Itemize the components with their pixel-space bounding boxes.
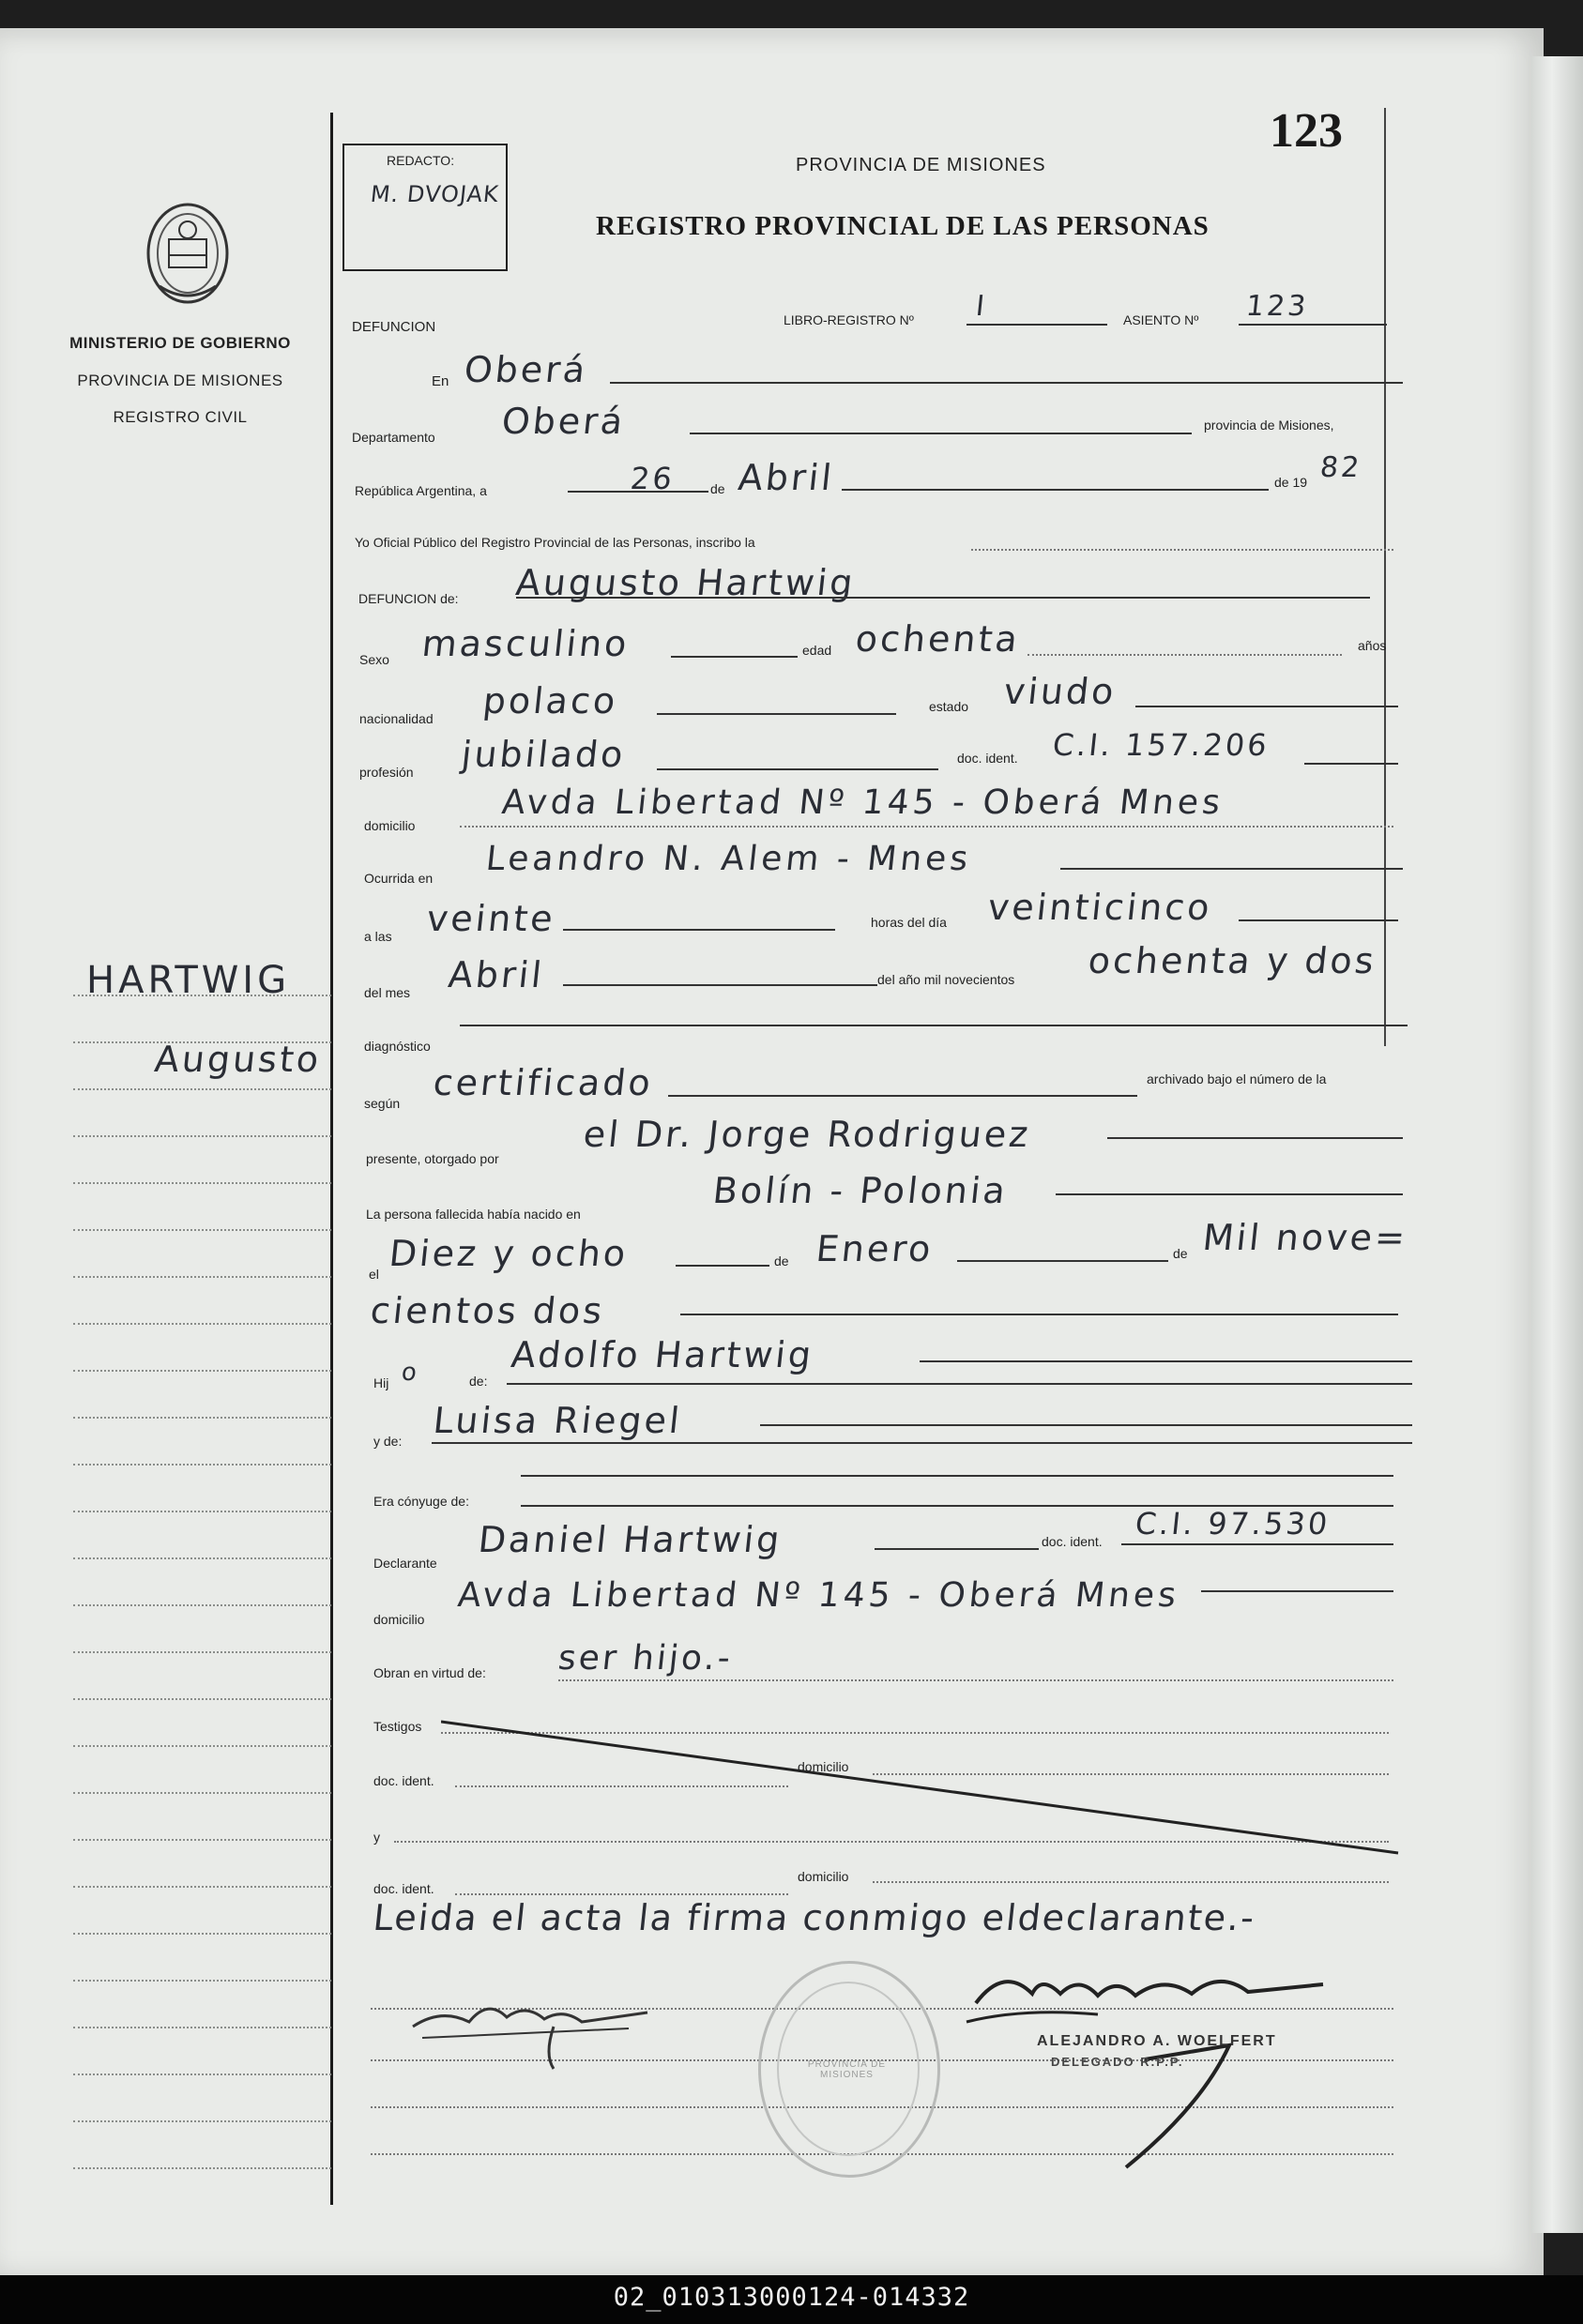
testigos-strike-line — [441, 1717, 1408, 1858]
hora-value: veinte — [424, 898, 558, 939]
profesion-value: jubilado — [459, 734, 628, 775]
ministry-name: MINISTERIO DE GOBIERNO — [69, 334, 291, 352]
ministry-registry: REGISTRO CIVIL — [113, 408, 248, 426]
estado-value: viudo — [1001, 671, 1119, 712]
fecha-de-label: de — [710, 481, 725, 496]
fecha-de19-label: de 19 — [1274, 475, 1308, 490]
right-margin-rule — [1384, 108, 1386, 1046]
decl-doc-value: C.I. 97.530 — [1134, 1506, 1332, 1542]
delano-label: del año mil novecientos — [877, 972, 1015, 987]
testigo2-domicilio-label: domicilio — [798, 1869, 849, 1884]
declarante-label: Declarante — [373, 1556, 437, 1571]
nac-de-label: de — [774, 1253, 789, 1268]
seal-text: PROVINCIA DE MISIONES — [807, 2059, 887, 2080]
margin-surname: HARTWIG — [86, 959, 291, 1002]
decl-domicilio-label: domicilio — [373, 1612, 425, 1627]
testigos-label: Testigos — [373, 1719, 422, 1734]
page-number: 123 — [1270, 104, 1343, 158]
redacto-name: M. DVOJAK — [369, 181, 501, 207]
asiento-label: ASIENTO Nº — [1123, 312, 1199, 327]
file-id: 02_010313000124-014332 — [613, 2283, 970, 2312]
declarante-value: Daniel Hartwig — [476, 1519, 784, 1560]
ocurrida-label: Ocurrida en — [364, 871, 434, 886]
anio-value: ochenta y dos — [1086, 940, 1379, 981]
provincia-label: provincia de Misiones, — [1204, 418, 1334, 433]
diagnostico-label: diagnóstico — [364, 1039, 431, 1054]
testigo2-doc-label: doc. ident. — [373, 1881, 434, 1896]
republica-label: República Argentina, a — [355, 483, 487, 498]
left-margin-rule — [330, 113, 333, 2205]
sexo-value: masculino — [419, 623, 632, 664]
madre-value: Luisa Riegel — [431, 1400, 685, 1441]
registry-title: REGISTRO PROVINCIAL DE LAS PERSONAS — [596, 211, 1210, 241]
domicilio-label: domicilio — [364, 818, 416, 833]
edad-value: ochenta — [853, 618, 1023, 660]
testigo1-doc-label: doc. ident. — [373, 1773, 434, 1788]
hijo-de-label: de: — [469, 1374, 488, 1389]
hijo-value: o — [400, 1359, 421, 1387]
conyuge-label: Era cónyuge de: — [373, 1494, 469, 1509]
ocurrida-value: Leandro N. Alem - Mnes — [483, 840, 974, 878]
sexo-label: Sexo — [359, 652, 389, 667]
ministry-province: PROVINCIA DE MISIONES — [77, 372, 283, 389]
doc-value: C.I. 157.206 — [1051, 727, 1271, 763]
margin-given-name: Augusto — [152, 1039, 324, 1080]
delmes-label: del mes — [364, 985, 411, 1000]
nac-mes-value: Enero — [814, 1228, 936, 1269]
obran-value: ser hijo.- — [556, 1639, 736, 1678]
oficial-text: Yo Oficial Público del Registro Provincial de las Personas, inscribo la — [355, 535, 755, 550]
nac-de2-label: de — [1173, 1246, 1188, 1261]
doc-ident-label: doc. ident. — [957, 751, 1018, 766]
nac-anio-value: Mil nove= — [1200, 1217, 1410, 1258]
el-label: el — [369, 1267, 379, 1282]
profesion-label: profesión — [359, 765, 414, 780]
yde-label: y de: — [373, 1434, 403, 1449]
form-type-label: DEFUNCION — [352, 319, 436, 335]
province-header: PROVINCIA DE MISIONES — [796, 155, 1046, 175]
edad-label: edad — [802, 643, 832, 658]
obran-label: Obran en virtud de: — [373, 1665, 486, 1680]
libro-label: LIBRO-REGISTRO Nº — [784, 312, 914, 327]
nacionalidad-label: nacionalidad — [359, 711, 434, 726]
official-name: ALEJANDRO A. WOELFERT — [1037, 2033, 1277, 2049]
hijo-label: Hij — [373, 1375, 389, 1390]
dia-value: veinticinco — [985, 887, 1214, 928]
declarant-signature — [403, 1970, 657, 2073]
decl-domicilio-value: Avda Libertad Nº 145 - Oberá Mnes — [455, 1576, 1182, 1615]
domicilio-value: Avda Libertad Nº 145 - Oberá Mnes — [499, 783, 1226, 822]
en-value: Oberá — [462, 349, 590, 390]
mes-value: Abril — [446, 954, 547, 995]
official-title: DELEGADO R.P.P. — [1051, 2055, 1184, 2069]
nacionalidad-value: polaco — [480, 680, 620, 722]
fecha-mes: Abril — [736, 457, 837, 498]
nacido-value: Bolín - Polonia — [710, 1170, 1011, 1211]
segun-value: certificado — [431, 1062, 656, 1103]
departamento-label: Departamento — [352, 430, 435, 445]
defuncion-de-label: DEFUNCION de: — [358, 591, 459, 606]
horas-dia-label: horas del día — [871, 915, 947, 930]
decl-doc-label: doc. ident. — [1042, 1534, 1103, 1549]
fecha-dia: 26 — [629, 461, 677, 496]
redacto-label: REDACTO: — [387, 153, 455, 168]
fallecido-value: Augusto Hartwig — [513, 562, 858, 603]
medico-value: el Dr. Jorge Rodriguez — [581, 1114, 1033, 1155]
page-stack-edge — [1531, 56, 1583, 2233]
en-label: En — [432, 373, 449, 389]
alas-label: a las — [364, 929, 392, 944]
libro-value: I — [974, 290, 989, 323]
anos-label: años — [1358, 638, 1387, 653]
padre-value: Adolfo Hartwig — [509, 1334, 816, 1375]
departamento-value: Oberá — [499, 401, 628, 442]
nacido-label: La persona fallecida había nacido en — [366, 1207, 581, 1222]
segun-label: según — [364, 1096, 401, 1111]
coat-of-arms-icon — [141, 197, 235, 314]
asiento-value: 123 — [1244, 290, 1311, 323]
redacto-box — [342, 144, 508, 271]
presente-label: presente, otorgado por — [366, 1151, 499, 1166]
nac-anio-cont: cientos dos — [368, 1290, 607, 1331]
estado-label: estado — [929, 699, 969, 714]
archivado-label: archivado bajo el número de la — [1147, 1071, 1327, 1086]
leida-value: Leida el acta la firma conmigo eldeclarante.- — [371, 1897, 1258, 1938]
nac-dia-value: Diez y ocho — [387, 1233, 631, 1274]
y-label: y — [373, 1830, 380, 1845]
fecha-anio: 82 — [1318, 451, 1364, 484]
testigo1-domicilio-label: domicilio — [798, 1759, 849, 1774]
